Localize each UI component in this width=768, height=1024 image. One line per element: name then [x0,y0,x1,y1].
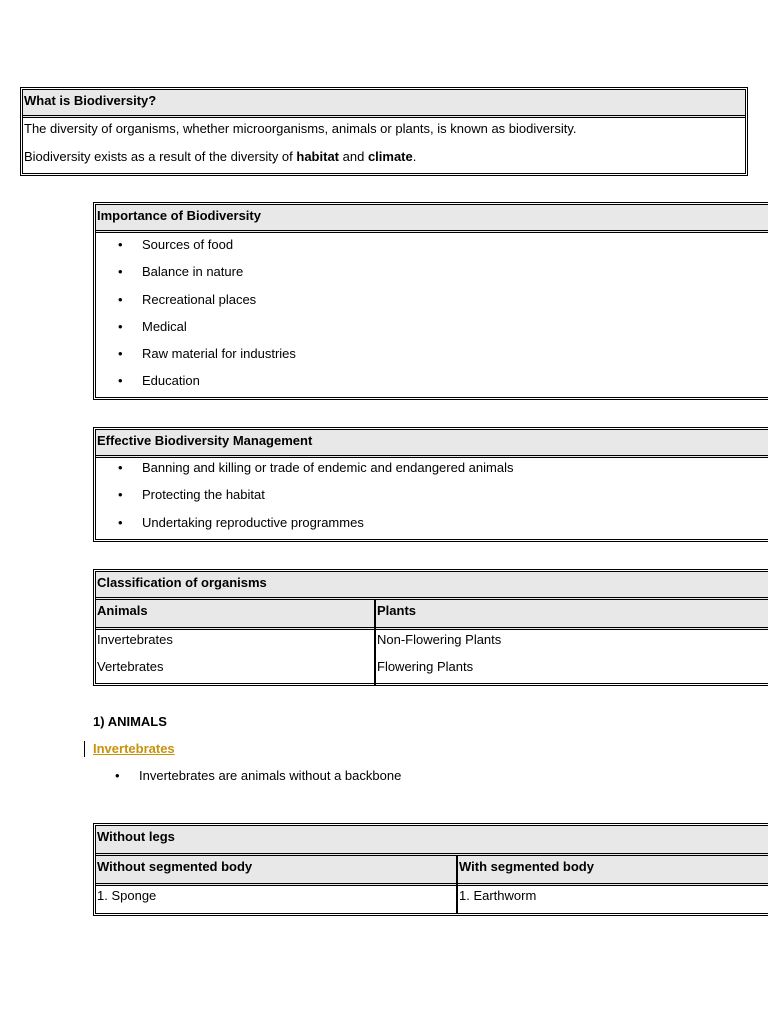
management-title: Effective Biodiversity Management [96,430,768,458]
classification-title: Classification of organisms [96,572,768,600]
invertebrates-link[interactable]: Invertebrates [93,741,175,756]
table-cell[interactable]: Invertebrates [97,632,173,647]
without-segmented-column [96,856,458,914]
list-item[interactable]: • Education [96,372,768,399]
reason-habitat: habitat [296,148,340,164]
without-legs-grid [96,856,768,914]
classification-grid [96,600,768,685]
importance-box [93,202,768,400]
animals-heading: 1) ANIMALS [93,714,167,729]
table-cell[interactable]: Vertebrates [97,659,164,674]
invertebrates-bullet[interactable] [93,767,401,785]
reason-text-pre: Biodiversity exists as a result of the diversity of [24,148,297,164]
reason-climate: climate [367,148,413,164]
management-list [96,458,768,541]
biodiversity-reason[interactable] [23,148,745,176]
list-item[interactable]: • Balance in nature [96,263,768,290]
animals-header: Animals [96,600,374,630]
invertebrates-bullet-text: Invertebrates are animals without a backbone [139,768,402,783]
importance-list [96,233,768,400]
list-item[interactable]: • Protecting the habitat [96,486,768,513]
reason-text-end: . [412,148,417,164]
animals-column [96,600,376,685]
table-cell[interactable]: 1. Sponge [97,888,157,903]
plants-header: Plants [376,600,768,630]
list-item[interactable]: • Medical [96,318,768,345]
table-cell[interactable]: Flowering Plants [377,659,474,674]
importance-title: Importance of Biodiversity [96,205,768,233]
list-item[interactable]: • Recreational places [96,291,768,318]
plants-column [376,600,768,685]
list-item[interactable]: • Undertaking reproductive programmes [96,514,768,541]
what-is-biodiversity-box [20,87,748,176]
without-legs-title: Without legs [96,826,768,856]
text-cursor [84,741,85,757]
with-segmented-header: With segmented body [458,856,768,886]
management-box [93,427,768,542]
reason-text-mid: and [339,148,368,164]
without-legs-table [93,823,768,916]
biodiversity-definition[interactable]: The diversity of organisms, whether microorganisms, animals or plants, is known as biodiversity. [24,121,577,136]
classification-table [93,569,768,686]
list-item[interactable]: • Banning and killing or trade of endemic and endangered animals [96,459,768,486]
table-cell[interactable]: 1. Earthworm [459,888,537,903]
with-segmented-column [458,856,768,914]
bullet-mark: • [115,768,120,783]
table-cell[interactable]: Non-Flowering Plants [377,632,502,647]
list-item[interactable]: • Raw material for industries [96,345,768,372]
without-segmented-header: Without segmented body [96,856,456,886]
what-is-biodiversity-title: What is Biodiversity? [23,90,745,118]
list-item[interactable]: • Sources of food [96,236,768,263]
